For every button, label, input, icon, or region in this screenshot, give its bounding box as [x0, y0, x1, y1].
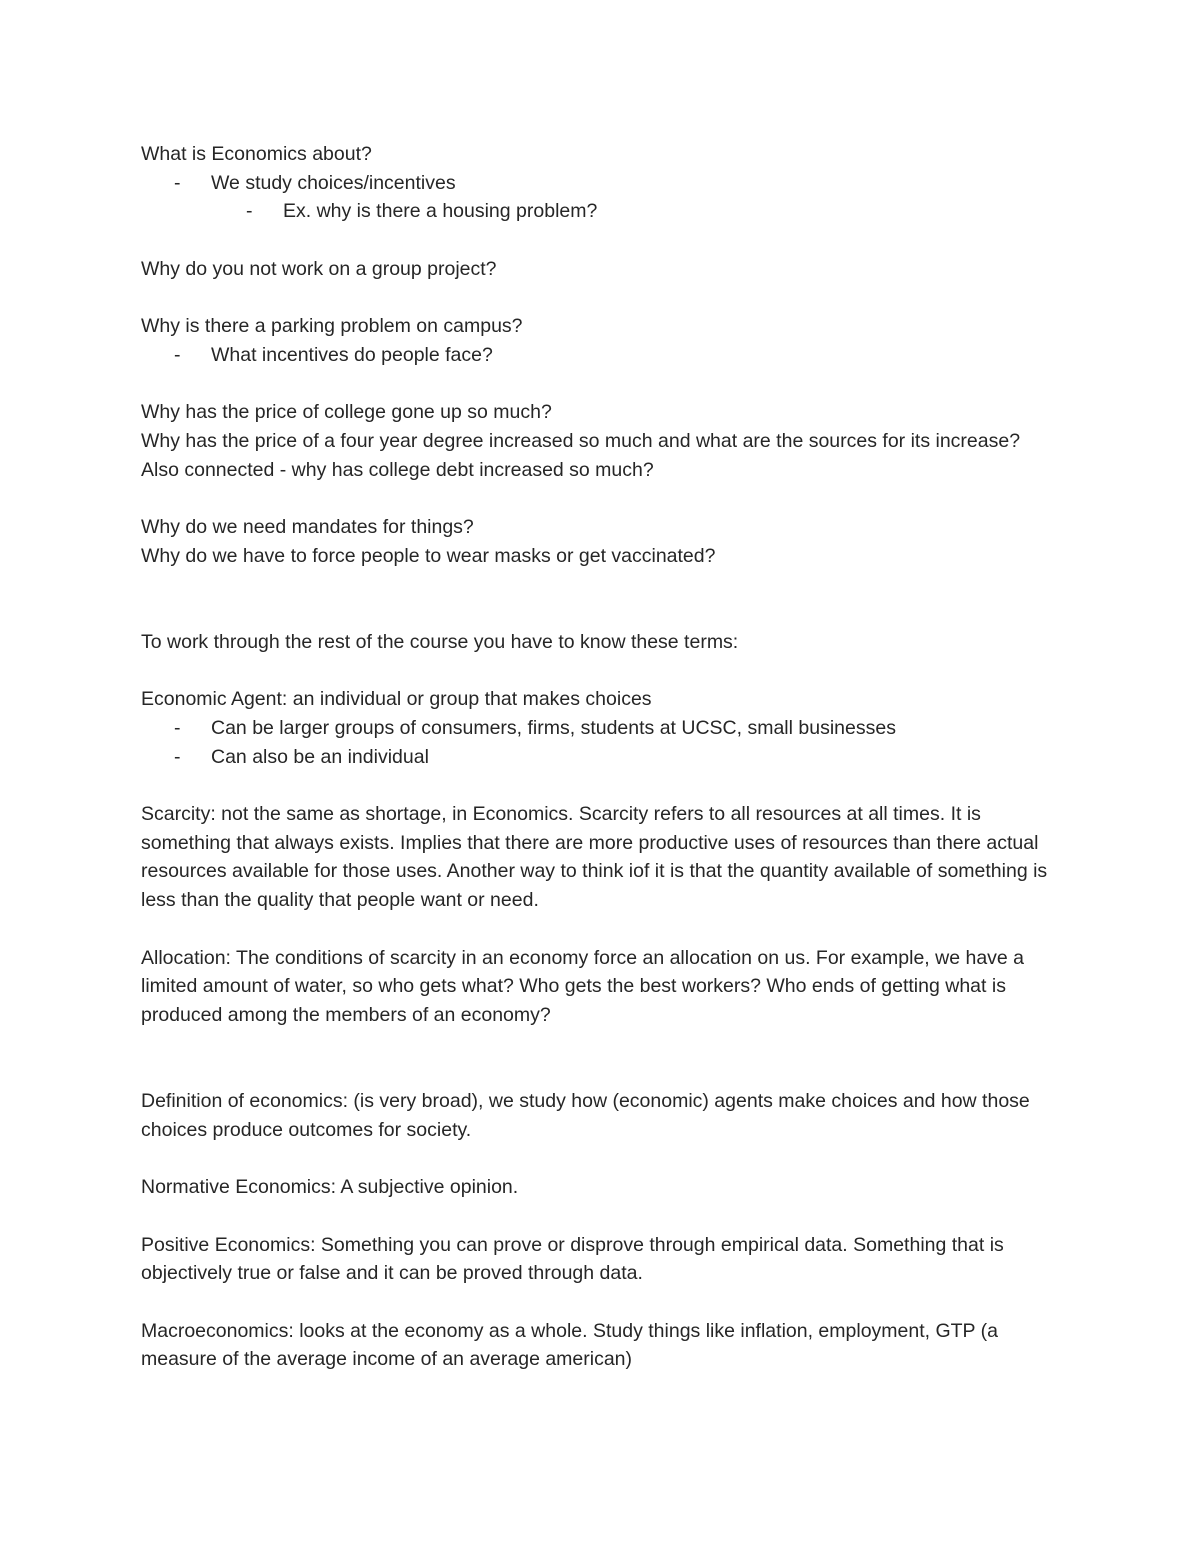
- bullet-marker: -: [174, 716, 181, 739]
- paragraph-spacer: [141, 657, 1061, 686]
- paragraph: Why do we have to force people to wear masks or get vaccinated?: [141, 544, 716, 567]
- bullet-item: [141, 169, 1061, 198]
- paragraph: Economic Agent: an individual or group that makes choices: [141, 688, 652, 711]
- bullet-text: Can also be an individual: [211, 745, 429, 768]
- bullet-text: What incentives do people face?: [211, 343, 493, 366]
- paragraph: Why do we need mandates for things?: [141, 516, 474, 539]
- document-body: [141, 140, 1061, 1374]
- paragraph: Why is there a parking problem on campus?: [141, 315, 523, 338]
- paragraph-spacer: [141, 1202, 1061, 1231]
- paragraph-spacer: [141, 226, 1061, 255]
- paragraph: Why do you not work on a group project?: [141, 257, 497, 280]
- paragraph-spacer: [141, 570, 1061, 627]
- paragraph: Normative Economics: A subjective opinion.: [141, 1176, 519, 1199]
- paragraph: What is Economics about?: [141, 143, 372, 165]
- paragraph-spacer: [141, 1030, 1061, 1087]
- bullet-marker: -: [246, 200, 253, 223]
- paragraph-spacer: [141, 915, 1061, 944]
- paragraph-spacer: [141, 284, 1061, 313]
- paragraph: Why has the price of a four year degree increased so much and what are the sources for its increase?: [141, 429, 1021, 452]
- bullet-text: We study choices/incentives: [211, 171, 456, 194]
- bullet-item: [141, 714, 1061, 743]
- paragraph: Definition of economics: (is very broad), we study how (economic) agents make choices and how those choices produce outcomes for society.: [141, 1090, 1030, 1141]
- paragraph: Also connected - why has college debt increased so much?: [141, 458, 654, 481]
- paragraph-spacer: [141, 484, 1061, 513]
- sub-bullet-item: [141, 197, 1061, 226]
- paragraph-spacer: [141, 1288, 1061, 1317]
- paragraph-spacer: [141, 370, 1061, 399]
- paragraph-spacer: [141, 1144, 1061, 1173]
- bullet-text: Can be larger groups of consumers, firms, students at UCSC, small businesses: [211, 716, 896, 739]
- bullet-marker: -: [174, 343, 181, 366]
- paragraph: Why has the price of college gone up so much?: [141, 401, 552, 424]
- bullet-marker: -: [174, 171, 181, 194]
- paragraph: Allocation: The conditions of scarcity in an economy force an allocation on us. For example, we have a limited amount of water, so who gets what? Who gets the best workers? Who ends of getting what is produced among the members of an economy?: [141, 946, 1025, 1026]
- paragraph: To work through the rest of the course you have to know these terms:: [141, 630, 739, 653]
- paragraph: Scarcity: not the same as shortage, in Economics. Scarcity refers to all resources at all times. It is something that always exists. Implies that there are more productive uses of resources than there actual resources available for those uses. Another way to think iof it is that the quantity available of something is less than the quality that people want or need.: [141, 803, 1048, 912]
- paragraph: Positive Economics: Something you can prove or disprove through empirical data. Something that is objectively true or false and it can be proved through data.: [141, 1233, 1004, 1285]
- paragraph: Macroeconomics: looks at the economy as a whole. Study things like inflation, employment, GTP (a measure of the average income of an average american): [141, 1319, 998, 1371]
- bullet-item: [141, 341, 1061, 370]
- bullet-text: Ex. why is there a housing problem?: [283, 200, 598, 223]
- bullet-item: [141, 743, 1061, 772]
- bullet-marker: -: [174, 745, 181, 768]
- paragraph-spacer: [141, 771, 1061, 800]
